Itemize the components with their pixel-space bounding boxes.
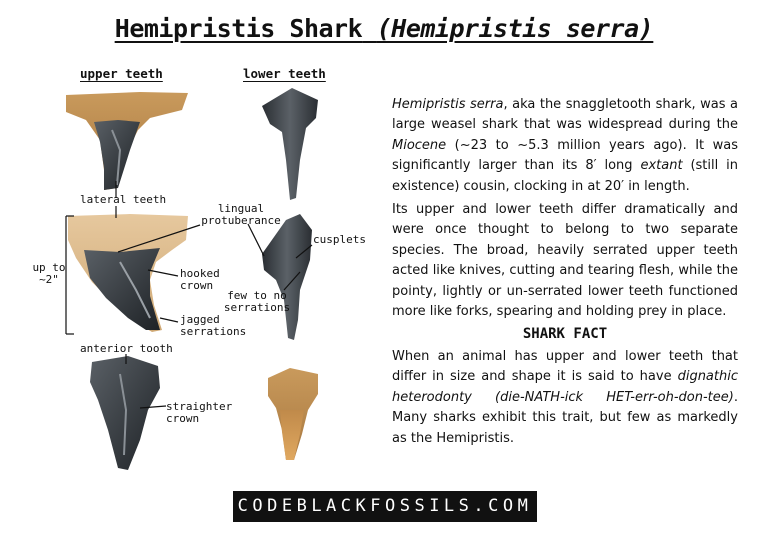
lower-teeth-heading: lower teeth	[243, 66, 326, 81]
intro-miocene: Miocene	[392, 137, 447, 153]
teeth-paragraph: Its upper and lower teeth differ dramatically and were once thought to belong to two separate species. The broad, heavily serrated upper teeth acted like knives, cutting and tearing flesh, while the pointy, lightly or un-serrated lower teeth functioned more like forks, spearing and holding prey in place.	[392, 202, 738, 320]
label-straighter-line1: straighter	[166, 400, 233, 413]
label-lingual-line2: protuberance	[201, 214, 281, 227]
fact-text-b: . Many sharks exhibit this trait, but few as markedly as the Hemipristis.	[392, 389, 738, 446]
intro-text-c: (still in existence) cousin, clocking in at 20′ in length.	[392, 158, 738, 194]
label-jagged-line2: serrations	[180, 325, 247, 338]
title-scientific-name: (Hemipristis serra)	[376, 14, 654, 43]
label-hooked-line1: hooked	[180, 267, 220, 280]
fact-term: dignathic heterodonty (die-NATH-ick HET-err-oh-don-tee)	[392, 369, 738, 405]
lower-tooth-3	[268, 368, 318, 460]
label-hooked-crown	[180, 268, 220, 292]
intro-paragraph	[392, 95, 738, 197]
title-common-name: Hemipristis Shark	[114, 14, 363, 43]
label-size-line1: up to	[32, 261, 66, 274]
label-size-line2: ~2"	[39, 273, 59, 286]
intro-text-a: , aka the snaggletooth shark, was a large weasel shark that was widespread during the	[392, 97, 738, 133]
label-straighter-crown	[166, 401, 232, 425]
label-few-serrations	[220, 290, 294, 314]
label-anterior-tooth: anterior tooth	[80, 342, 173, 355]
label-lingual-line1: lingual	[217, 202, 265, 215]
upper-lateral-tooth-2	[68, 214, 188, 332]
intro-extant: extant	[640, 158, 683, 174]
label-jagged-line1: jagged	[180, 313, 220, 326]
upper-teeth-heading: upper teeth	[80, 66, 163, 81]
lower-tooth-2	[262, 214, 312, 340]
intro-scientific-name: Hemipristis serra	[392, 97, 504, 112]
lower-tooth-1	[262, 88, 318, 200]
shark-fact-paragraph	[392, 347, 738, 449]
intro-text-b: (~23 to ~5.3 million years ago). It was significantly larger than its 8′ long	[392, 137, 738, 174]
upper-anterior-tooth	[90, 356, 160, 470]
shark-fact-heading: SHARK FACT	[522, 326, 608, 342]
brand-banner: CODEBLACKFOSSILS.COM	[233, 491, 537, 522]
label-few-line2: serrations	[223, 301, 291, 314]
label-lateral-teeth: lateral teeth	[80, 193, 167, 206]
label-hooked-line2: crown	[180, 279, 214, 292]
upper-lateral-tooth-1	[66, 92, 188, 190]
label-straighter-line2: crown	[166, 412, 200, 425]
label-few-line1: few to no	[227, 289, 287, 302]
fact-text-a: When an animal has upper and lower teeth that differ in size and shape it is said to have	[392, 349, 738, 385]
label-jagged-serrations	[180, 314, 246, 338]
label-lingual-protuberance	[196, 203, 286, 227]
label-size	[32, 262, 66, 286]
label-cusplets: cusplets	[313, 233, 366, 246]
